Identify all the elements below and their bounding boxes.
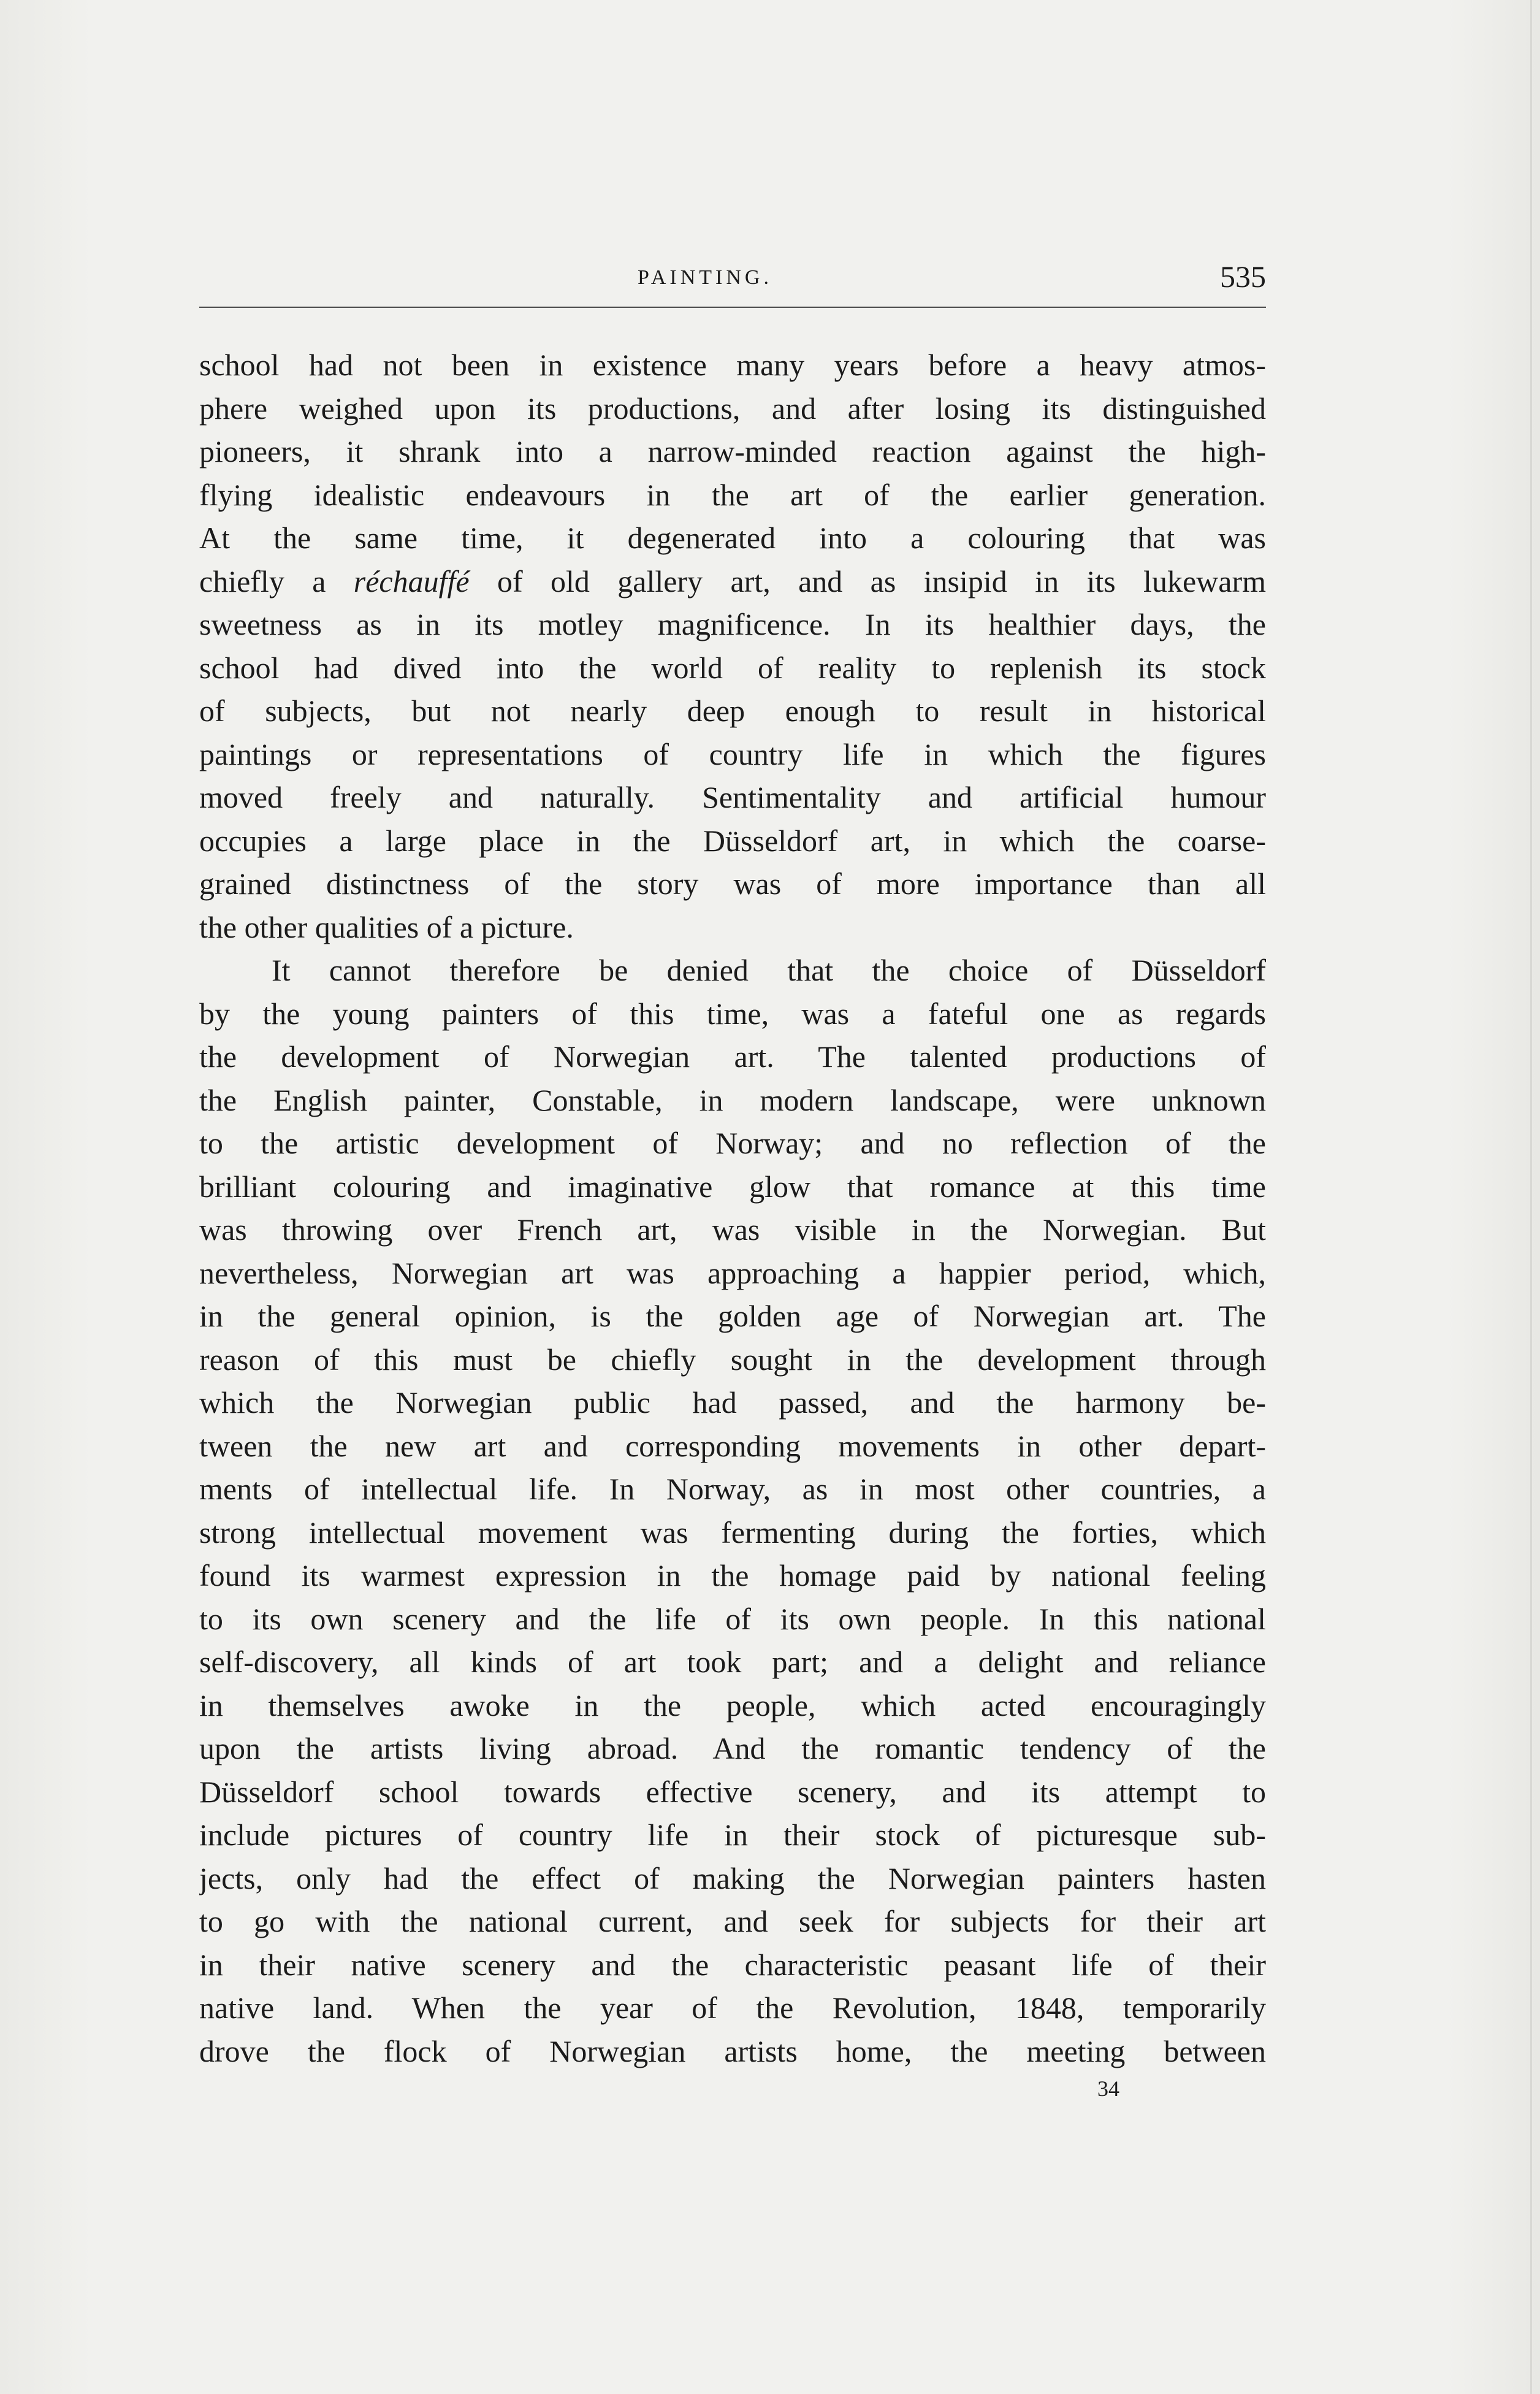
paragraph-end-line: the other qualities of a picture. <box>199 909 574 944</box>
text-line: drove the flock of Norwegian artists home, the meeting between <box>199 2033 1266 2068</box>
text-line: brilliant colouring and imaginative glow that romance at this time <box>199 1169 1266 1204</box>
text-line: which the Norwegian public had passed, and the harmony be- <box>199 1385 1266 1420</box>
text-line: paintings or representations of country life in which the figures <box>199 736 1266 771</box>
paragraph-start-line: It cannot therefore be denied that the choice of Düsseldorf <box>272 953 1266 987</box>
text-line: the development of Norwegian art. The talented productions of <box>199 1039 1266 1074</box>
text-line: chiefly a réchauffé of old gallery art, and as insipid in its lukewarm <box>199 564 1266 598</box>
text-line: grained distinctness of the story was of more importance than all <box>199 866 1266 901</box>
text-line: to go with the national current, and seek for subjects for their art <box>199 1904 1266 1938</box>
text-line: jects, only had the effect of making the Norwegian painters hasten <box>199 1861 1266 1895</box>
text-line: pioneers, it shrank into a narrow-minded reaction against the high- <box>199 434 1266 468</box>
text-line: to the artistic development of Norway; and no reflection of the <box>199 1126 1266 1160</box>
text-line: phere weighed upon its productions, and after losing its distinguished <box>199 391 1266 426</box>
text-line: upon the artists living abroad. And the romantic tendency of the <box>199 1731 1266 1765</box>
text-line: school had not been in existence many years before a heavy atmos- <box>199 348 1266 382</box>
header-rule <box>199 307 1266 308</box>
running-head: PAINTING. <box>638 266 772 289</box>
text-line: by the young painters of this time, was a fateful one as regards <box>199 996 1266 1031</box>
italic-word: réchauffé <box>353 564 470 598</box>
text-line: nevertheless, Norwegian art was approaching a happier period, which, <box>199 1255 1266 1290</box>
text-line: to its own scenery and the life of its own people. In this national <box>199 1601 1266 1636</box>
text-line: strong intellectual movement was fermenting during the forties, which <box>199 1515 1266 1550</box>
text-line: reason of this must be chiefly sought in the development through <box>199 1342 1266 1377</box>
text-line: include pictures of country life in their stock of picturesque sub- <box>199 1818 1266 1852</box>
text-line: the English painter, Constable, in modern landscape, were unknown <box>199 1082 1266 1117</box>
text-line: was throwing over French art, was visible in the Norwegian. But <box>199 1212 1266 1247</box>
page-edge-shadow <box>1530 0 1532 2394</box>
text-line: native land. When the year of the Revolution, 1848, temporarily <box>199 1991 1266 2025</box>
body-text <box>199 343 1266 2073</box>
text-line: Düsseldorf school towards effective scenery, and its attempt to <box>199 1774 1266 1809</box>
signature-mark: 34 <box>1097 2076 1119 2101</box>
text-line: tween the new art and corresponding movements in other depart- <box>199 1428 1266 1463</box>
text-line: occupies a large place in the Düsseldorf art, in which the coarse- <box>199 823 1266 858</box>
text-line: in themselves awoke in the people, which acted encouragingly <box>199 1688 1266 1723</box>
text-line: in the general opinion, is the golden age of Norwegian art. The <box>199 1299 1266 1333</box>
text-line: flying idealistic endeavours in the art of the earlier generation. <box>199 477 1266 512</box>
text-line: sweetness as in its motley magnificence. In its healthier days, the <box>199 607 1266 641</box>
text-line: school had dived into the world of reality to replenish its stock <box>199 650 1266 685</box>
text-line: found its warmest expression in the homage paid by national feeling <box>199 1558 1266 1593</box>
page-number: 535 <box>1220 259 1266 294</box>
text-line: At the same time, it degenerated into a colouring that was <box>199 521 1266 555</box>
text-line: moved freely and naturally. Sentimentality and artificial humour <box>199 780 1266 814</box>
page-header <box>199 259 1266 307</box>
text-line: ments of intellectual life. In Norway, as in most other countries, a <box>199 1472 1266 1506</box>
text-line: of subjects, but not nearly deep enough to result in historical <box>199 694 1266 728</box>
text-line: self-discovery, all kinds of art took part; and a delight and reliance <box>199 1645 1266 1679</box>
text-line: in their native scenery and the characteristic peasant life of their <box>199 1947 1266 1982</box>
